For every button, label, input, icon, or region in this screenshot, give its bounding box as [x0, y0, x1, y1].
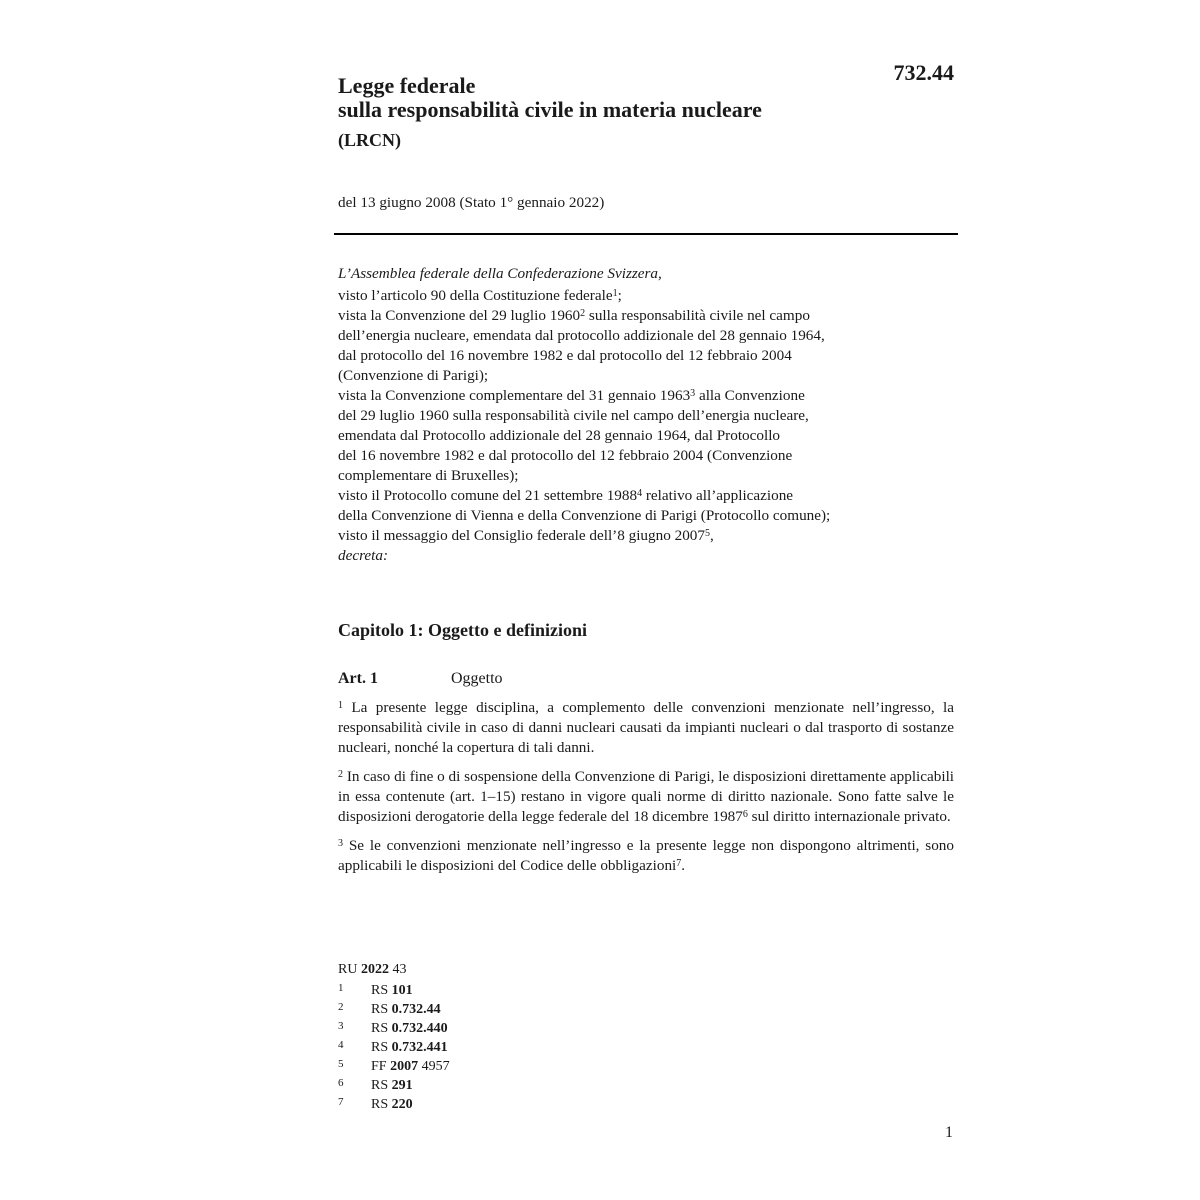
date-line: del 13 giugno 2008 (Stato 1° gennaio 2022) [338, 194, 605, 211]
footnote-number: 1 [338, 982, 344, 994]
official-compilation-ref [338, 962, 450, 978]
footnote-ref: 2 [580, 308, 586, 319]
preamble-line-tail: , [709, 527, 714, 544]
preamble-line-tail: sulla responsabilità civile nel campo [585, 307, 810, 324]
footnote-ref: 1 [612, 288, 618, 299]
preamble-line-text: della Convenzione di Vienna e della Convenzione di Parigi (Protocollo comune); [338, 507, 831, 524]
paragraph-number: 1 [338, 700, 343, 711]
preamble-line-tail: ; [617, 287, 622, 304]
preamble-line [338, 446, 958, 466]
preamble-line [338, 346, 958, 366]
law-abbreviation: (LRCN) [338, 130, 401, 150]
chapter-title: Capitolo 1: Oggetto e definizioni [338, 620, 587, 640]
preamble-line-text: dal protocollo del 16 novembre 1982 e dal protocollo del 12 febbraio 2004 [338, 347, 792, 364]
footnote [338, 1018, 450, 1037]
footnote-ref-number: 0.732.44 [391, 1002, 441, 1017]
article-paragraph [338, 698, 954, 758]
footnote [338, 1037, 450, 1056]
footnote-ref: 3 [690, 388, 696, 399]
paragraph-tail: . [681, 857, 686, 874]
footnote [338, 1075, 450, 1094]
preamble-lines [338, 286, 958, 546]
header-divider [334, 233, 958, 235]
preamble-line [338, 486, 958, 506]
footnote [338, 999, 450, 1018]
footnote-ref-number: 2007 [390, 1059, 419, 1074]
paragraph-text: In caso di fine o di sospensione della Convenzione di Parigi, le disposizioni direttamente applicabili in essa contenute (art. 1–15) restano in vigore quali norme di diritto nazionale. Sono fatte salve le disposizioni derogatorie della legge federale del 18 dicembre 1987 [338, 768, 955, 825]
article-paragraphs [338, 698, 954, 885]
article-paragraph [338, 836, 954, 876]
ru-prefix: RU [338, 962, 358, 977]
preamble-line [338, 366, 958, 386]
footnote [338, 1094, 450, 1113]
article-heading [338, 670, 503, 688]
footnote-list [338, 980, 450, 1113]
preamble-line [338, 426, 958, 446]
preamble-line-tail: relativo all’applicazione [642, 487, 794, 504]
preamble-line-text: visto il Protocollo comune del 21 settembre 1988 [338, 487, 638, 504]
footnote-prefix: RS [371, 1078, 389, 1093]
footnote-number: 5 [338, 1058, 344, 1070]
footnote-prefix: RS [371, 1097, 389, 1112]
preamble-line-text: visto l’articolo 90 della Costituzione federale [338, 287, 613, 304]
footnote-prefix: RS [371, 1002, 389, 1017]
preamble-line [338, 526, 958, 546]
preamble-intro: L’Assemblea federale della Confederazione Svizzera, [338, 265, 662, 282]
paragraph-tail: sul diritto internazionale privato. [747, 808, 951, 825]
footnote [338, 1056, 450, 1075]
paragraph-number: 3 [338, 838, 343, 849]
footnote-number: 4 [338, 1039, 344, 1051]
footnote-ref-number: 220 [391, 1097, 413, 1112]
preamble-line-text: vista la Convenzione del 29 luglio 1960 [338, 307, 581, 324]
page-number: 1 [945, 1124, 953, 1141]
article-title: Oggetto [451, 670, 503, 687]
preamble-line [338, 326, 958, 346]
footnote-page: 4957 [421, 1059, 450, 1074]
footnote-prefix: RS [371, 1021, 389, 1036]
paragraph-number: 2 [338, 769, 343, 780]
footnote-number: 3 [338, 1020, 344, 1032]
preamble-line-text: complementare di Bruxelles); [338, 467, 519, 484]
preamble-decreta: decreta: [338, 547, 389, 564]
preamble-line [338, 306, 958, 326]
footnote [338, 980, 450, 999]
paragraph-text: Se le convenzioni menzionate nell’ingresso e la presente legge non dispongono altrimenti, sono applicabili le disposizioni del Codice delle obbligazioni [338, 837, 954, 874]
footnote-number: 7 [338, 1096, 344, 1108]
footnote-ref-number: 0.732.441 [391, 1040, 448, 1055]
footnote-ref: 5 [704, 528, 710, 539]
preamble-line [338, 286, 958, 306]
preamble-line [338, 386, 958, 406]
footnote-number: 2 [338, 1001, 344, 1013]
preamble-line-text: vista la Convenzione complementare del 31 gennaio 1963 [338, 387, 691, 404]
paragraph-text: La presente legge disciplina, a complemento delle convenzioni menzionate nell’ingresso, la responsabilità civile in caso di danni nucleari causati da impianti nucleari o dal trasporto di sostanze nucleari, nonché la copertura di tali danni. [338, 699, 954, 756]
footnote-ref-number: 291 [391, 1078, 413, 1093]
preamble-line-text: dell’energia nucleare, emendata dal protocollo addizionale del 28 gennaio 1964, [338, 327, 825, 344]
footnote-ref: 6 [742, 809, 748, 820]
article-paragraph [338, 767, 954, 827]
preamble-line-tail: alla Convenzione [695, 387, 805, 404]
preamble-line [338, 466, 958, 486]
footnote-prefix: FF [371, 1059, 387, 1074]
footnote-prefix: RS [371, 1040, 389, 1055]
preamble-line-text: emendata dal Protocollo addizionale del 28 gennaio 1964, dal Protocollo [338, 427, 781, 444]
footnote-number: 6 [338, 1077, 344, 1089]
preamble [338, 264, 958, 566]
title-line-2: sulla responsabilità civile in materia nucleare [338, 97, 762, 122]
preamble-line-text: del 16 novembre 1982 e dal protocollo del 12 febbraio 2004 (Convenzione [338, 447, 793, 464]
footnotes [338, 962, 450, 1113]
title-line-1: Legge federale [338, 73, 476, 98]
ru-year: 2022 [360, 962, 389, 977]
footnote-prefix: RS [371, 983, 389, 998]
footnote-ref: 4 [637, 488, 643, 499]
preamble-line-text: del 29 luglio 1960 sulla responsabilità civile nel campo dell’energia nucleare, [338, 407, 809, 424]
preamble-line [338, 506, 958, 526]
law-title [338, 74, 762, 152]
ru-page: 43 [392, 962, 407, 977]
document-number: 732.44 [893, 60, 954, 85]
footnote-ref-number: 0.732.440 [391, 1021, 448, 1036]
preamble-line-text: (Convenzione di Parigi); [338, 367, 489, 384]
preamble-line-text: visto il messaggio del Consiglio federale dell’8 giugno 2007 [338, 527, 705, 544]
preamble-line [338, 406, 958, 426]
footnote-ref: 7 [676, 858, 682, 869]
article-number: Art. 1 [338, 670, 378, 687]
footnote-ref-number: 101 [391, 983, 413, 998]
